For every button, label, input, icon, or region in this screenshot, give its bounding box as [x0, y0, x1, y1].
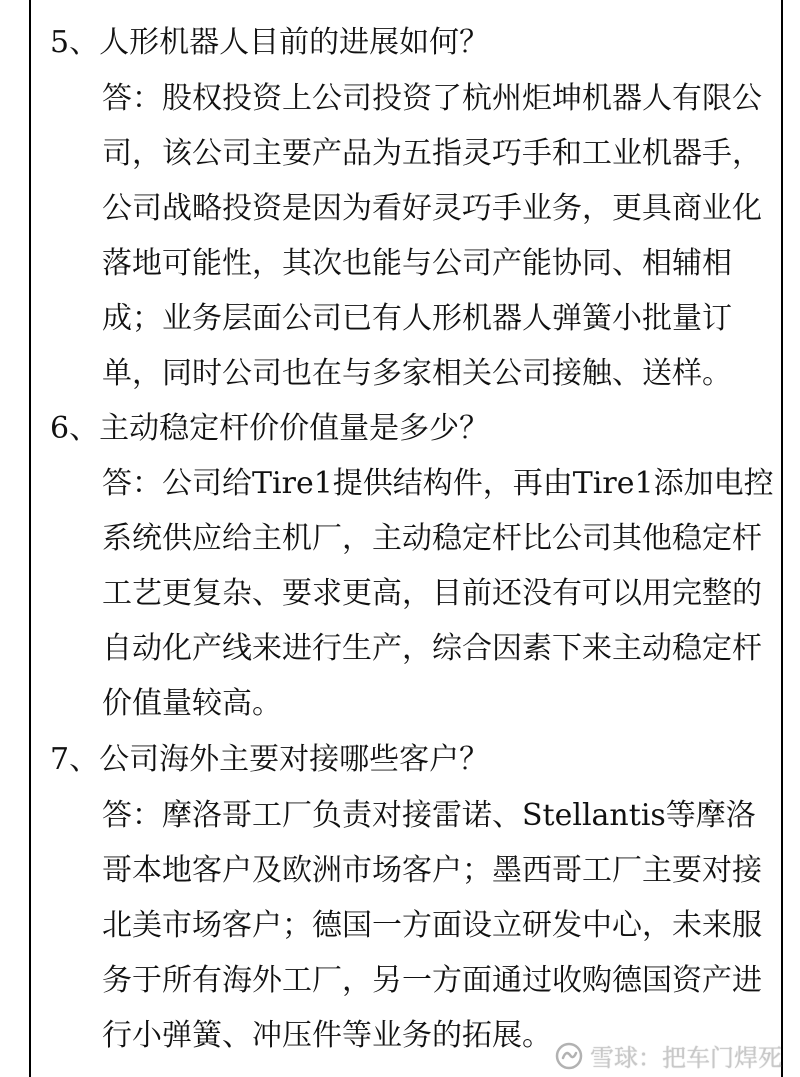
- answer-5-line-3: 公司战略投资是因为看好灵巧手业务，更具商业化: [102, 191, 762, 226]
- left-table-border: [29, 0, 31, 1077]
- snowball-logo-icon: [554, 1041, 584, 1071]
- answer-5-line-4: 落地可能性，其次也能与公司产能协同、相辅相: [102, 246, 732, 281]
- answer-5-line-6: 单，同时公司也在与多家相关公司接触、送样。: [102, 356, 732, 391]
- watermark-text: 雪球：把车门焊死: [590, 1044, 782, 1072]
- right-table-border: [781, 0, 783, 1077]
- answer-6-line-1: 答：公司给Tire1提供结构件，再由Tire1添加电控: [102, 466, 774, 501]
- answer-7-line-2: 哥本地客户及欧洲市场客户；墨西哥工厂主要对接: [102, 853, 762, 888]
- answer-5-line-5: 成；业务层面公司已有人形机器人弹簧小批量订: [102, 301, 732, 336]
- answer-5-line-1: 答：股权投资上公司投资了杭州炬坤机器人有限公: [102, 81, 762, 116]
- question-7: 7、公司海外主要对接哪些客户？: [50, 742, 490, 777]
- question-6: 6、主动稳定杆价价值量是多少？: [50, 411, 490, 446]
- answer-7-line-3: 北美市场客户；德国一方面设立研发中心，未来服: [102, 908, 762, 943]
- answer-7-line-1: 答：摩洛哥工厂负责对接雷诺、Stellantis等摩洛: [102, 798, 756, 833]
- answer-6-line-4: 自动化产线来进行生产，综合因素下来主动稳定杆: [102, 631, 762, 666]
- snowball-watermark: [554, 1038, 782, 1073]
- answer-7-line-5: 行小弹簧、冲压件等业务的拓展。: [102, 1018, 552, 1053]
- question-5: 5、人形机器人目前的进展如何？: [50, 25, 490, 60]
- answer-6-line-3: 工艺更复杂、要求更高，目前还没有可以用完整的: [102, 576, 762, 611]
- answer-6-line-2: 系统供应给主机厂，主动稳定杆比公司其他稳定杆: [102, 521, 762, 556]
- answer-7-line-4: 务于所有海外工厂，另一方面通过收购德国资产进: [102, 963, 762, 998]
- answer-6-line-5: 价值量较高。: [102, 686, 282, 721]
- answer-5-line-2: 司，该公司主要产品为五指灵巧手和工业机器手，: [102, 136, 762, 171]
